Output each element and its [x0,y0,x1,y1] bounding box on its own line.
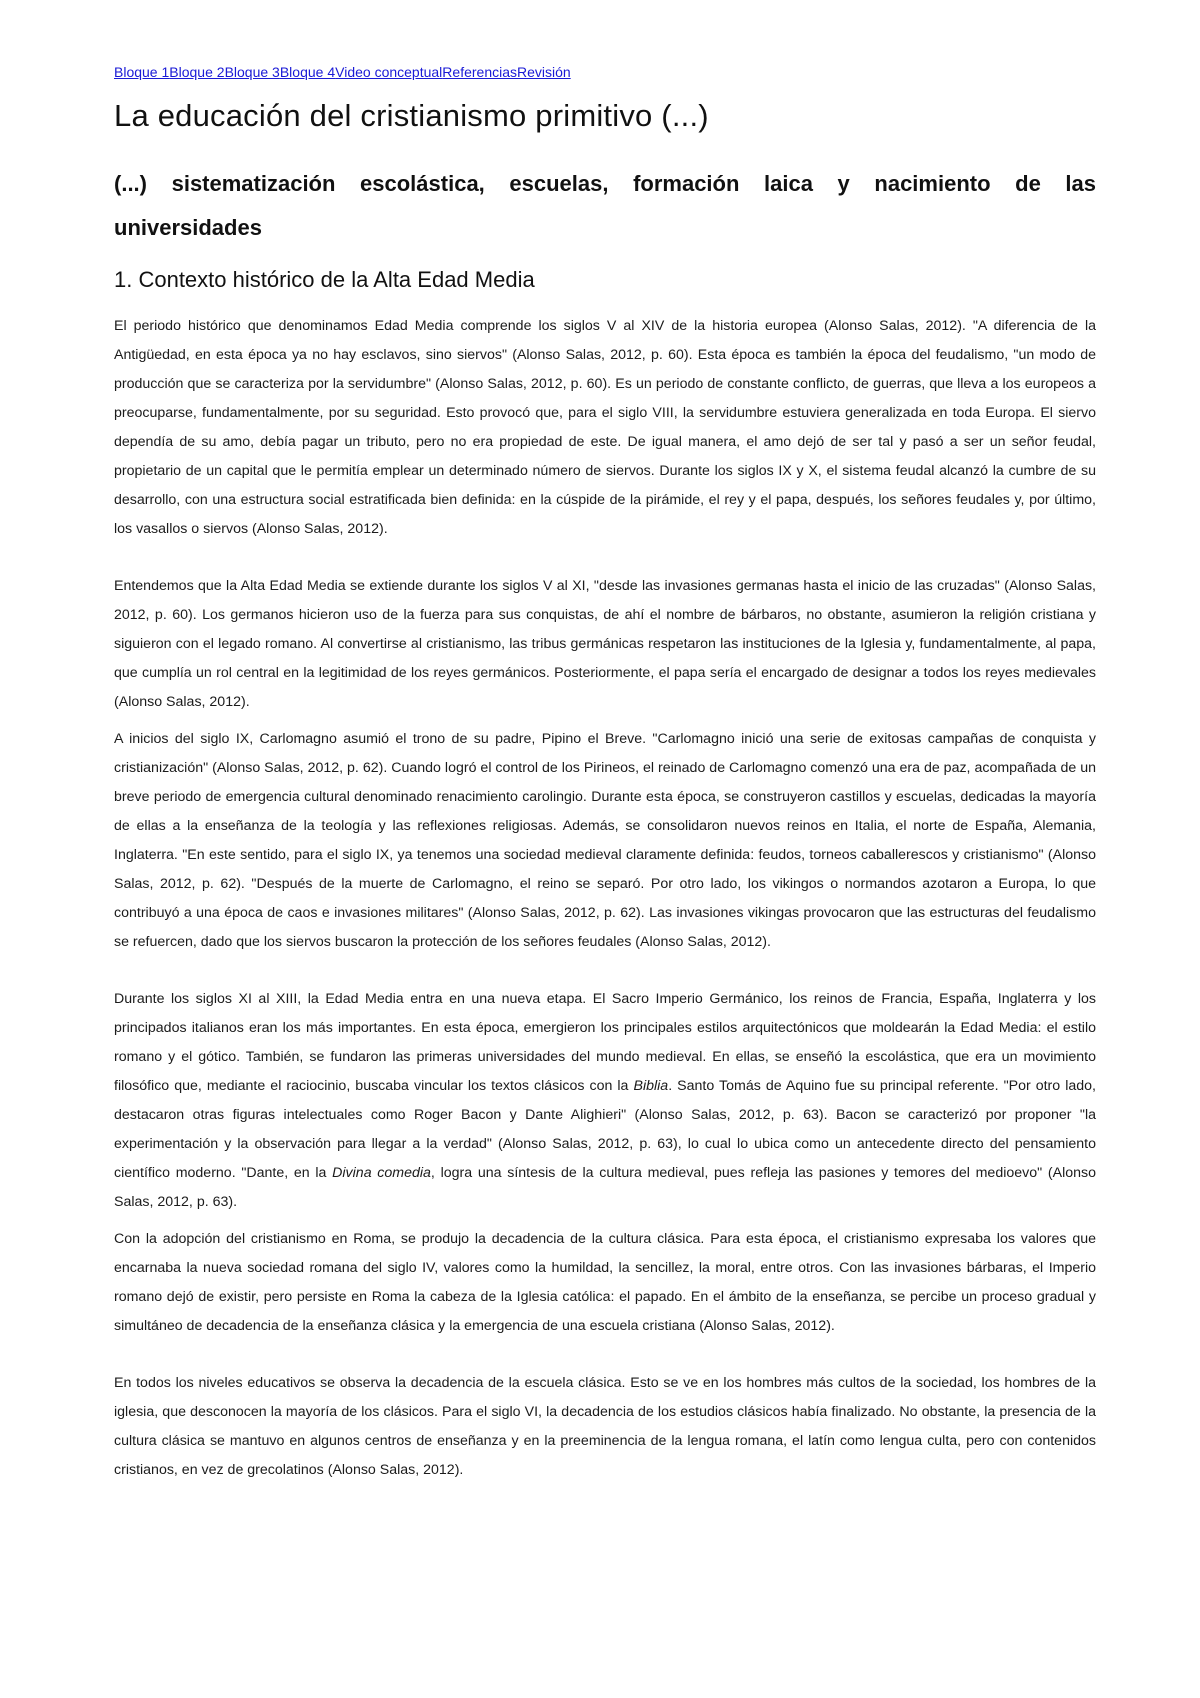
paragraph-4-text-a: Durante los siglos XI al XIII, la Edad Media entra en una nueva etapa. El Sacro Imperio Germánico, los reinos de Francia, España, Inglaterra y los principados italianos eran los más importantes. En esta época, emergieron los principales estilos arquitectónicos que moldearán la Edad Media: el estilo romano y el gótico. También, se fundaron las primeras universidades del mundo medieval. En ellas, se enseñó la escolástica, que era un movimiento filosófico que, mediante el raciocinio, buscaba vincular los textos clásicos con la [114,991,1096,1094]
page-title: La educación del cristianismo primitivo (...) [114,98,709,133]
paragraph-4-italic-divina-comedia: Divina comedia [332,1165,431,1181]
nav-link-video-conceptual[interactable]: Video conceptual [335,64,443,80]
paragraph-5: Con la adopción del cristianismo en Roma, se produjo la decadencia de la cultura clásica. Para esta época, el cristianismo expresaba los valores que encarnaba la nueva sociedad romana del siglo IV, valores como la humildad, la sencillez, la moral, entre otros. Con las invasiones bárbaras, el Imperio romano dejó de existir, pero persiste en Roma la cabeza de la Iglesia católica: el papado. En el ámbito de la enseñanza, se percibe un proceso gradual y simultáneo de decadencia de la enseñanza clásica y la emergencia de una escuela cristiana (Alonso Salas, 2012). [114,1231,1096,1334]
paragraph-4-text-b: . Santo Tomás de Aquino fue su principal referente. "Por otro lado, destacaron otras figuras intelectuales como Roger Bacon y Dante Alighieri" (Alonso Salas, 2012, p. 63). Bacon se caracterizó por proponer "la experimentación y la observación para llegar a la verdad" (Alonso Salas, 2012, p. 63), lo cual lo ubica como un antecedente directo del pensamiento científico moderno. "Dante, en la [114,1078,1096,1181]
nav-link-bloque-4[interactable]: Bloque 4 [279,64,336,80]
paragraph-4-text-c: , logra una síntesis de la cultura medieval, pues refleja las pasiones y temores del medioevo" (Alonso Salas, 2012, p. 63). [114,1165,1096,1210]
section-heading: 1. Contexto histórico de la Alta Edad Media [114,267,535,292]
nav-link-bloque-2[interactable]: Bloque 2 [169,64,225,80]
paragraph-4 [114,985,1096,1217]
nav-link-revision[interactable]: Revisión [517,64,571,80]
page-subtitle: (...) sistematización escolástica, escuelas, formación laica y nacimiento de las universidades [114,171,1096,240]
paragraph-4-italic-biblia: Biblia [633,1078,669,1094]
paragraph-3: A inicios del siglo IX, Carlomagno asumió el trono de su padre, Pipino el Breve. "Carlomagno inició una serie de exitosas campañas de conquista y cristianización" (Alonso Salas, 2012, p. 62). Cuando logró el control de los Pirineos, el reinado de Carlomagno comenzó una era de paz, acompañada de un breve periodo de emergencia cultural denominado renacimiento carolingio. Durante esta época, se construyeron castillos y escuelas, dedicadas la mayoría de ellas a la enseñanza de la teología y las reflexiones religiosas. Además, se consolidaron nuevos reinos en Italia, el norte de España, Alemania, Inglaterra. "En este sentido, para el siglo IX, ya tenemos una sociedad medieval claramente definida: feudos, torneos caballerescos y cristianismo" (Alonso Salas, 2012, p. 62). "Después de la muerte de Carlomagno, el reino se separó. Por otro lado, los vikingos o normandos azotaron a Europa, lo que contribuyó a una época de caos e invasiones militares" (Alonso Salas, 2012, p. 62). Las invasiones vikingas provocaron que las estructuras del feudalismo se refuercen, dado que los siervos buscaron la protección de los señores feudales (Alonso Salas, 2012). [114,731,1096,950]
nav-link-referencias[interactable]: Referencias [442,64,517,80]
nav-link-bloque-3[interactable]: Bloque 3 [224,64,280,80]
nav-link-bloque-1[interactable]: Bloque 1 [114,64,170,80]
top-navigation [114,62,1096,82]
paragraph-2: Entendemos que la Alta Edad Media se extiende durante los siglos V al XI, "desde las invasiones germanas hasta el inicio de las cruzadas" (Alonso Salas, 2012, p. 60). Los germanos hicieron uso de la fuerza para sus conquistas, de ahí el nombre de bárbaros, no obstante, asumieron la religión cristiana y siguieron con el legado romano. Al convertirse al cristianismo, las tribus germánicas respetaron las instituciones de la Iglesia y, fundamentalmente, al papa, que cumplía un rol central en la legitimidad de los reyes germánicos. Posteriormente, el papa sería el encargado de designar a todos los reyes medievales (Alonso Salas, 2012). [114,578,1096,710]
paragraph-6: En todos los niveles educativos se observa la decadencia de la escuela clásica. Esto se ve en los hombres más cultos de la sociedad, los hombres de la iglesia, que desconocen la mayoría de los clásicos. Para el siglo VI, la decadencia de los estudios clásicos había finalizado. No obstante, la presencia de la cultura clásica se mantuvo en algunos centros de enseñanza y en la preeminencia de la lengua romana, el latín como lengua culta, pero con contenidos cristianos, en vez de grecolatinos (Alonso Salas, 2012). [114,1375,1096,1478]
paragraph-1: El periodo histórico que denominamos Edad Media comprende los siglos V al XIV de la historia europea (Alonso Salas, 2012). "A diferencia de la Antigüedad, en esta época ya no hay esclavos, sino siervos" (Alonso Salas, 2012, p. 60). Esta época es también la época del feudalismo, "un modo de producción que se caracteriza por la servidumbre" (Alonso Salas, 2012, p. 60). Es un periodo de constante conflicto, de guerras, que lleva a los europeos a preocuparse, fundamentalmente, por su seguridad. Esto provocó que, para el siglo VIII, la servidumbre estuviera generalizada en toda Europa. El siervo dependía de su amo, debía pagar un tributo, pero no era propiedad de este. De igual manera, el amo dejó de ser tal y pasó a ser un señor feudal, propietario de un capital que le permitía emplear un determinado número de siervos. Durante los siglos IX y X, el sistema feudal alcanzó la cumbre de su desarrollo, con una estructura social estratificada bien definida: en la cúspide de la pirámide, el rey y el papa, después, los señores feudales y, por último, los vasallos o siervos (Alonso Salas, 2012). [114,318,1096,537]
